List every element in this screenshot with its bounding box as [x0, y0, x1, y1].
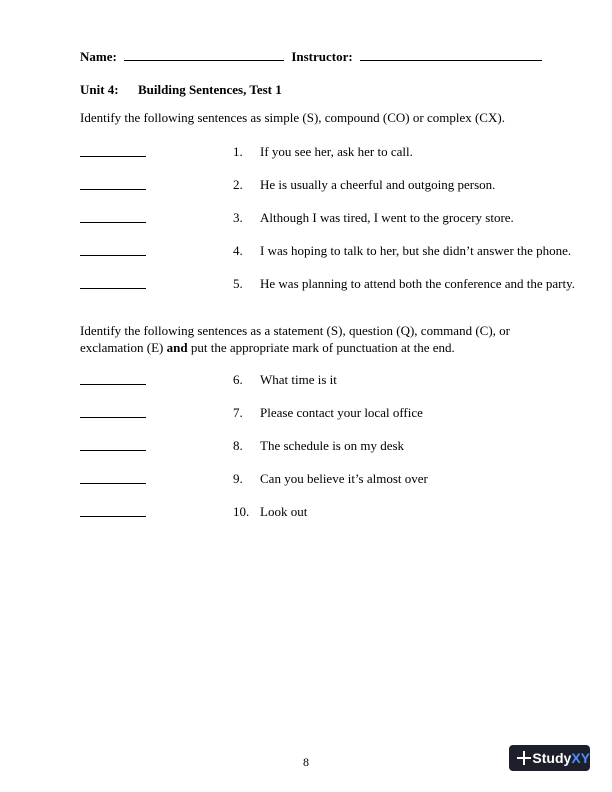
name-label: Name: [80, 49, 117, 64]
item-number: 4. [233, 243, 243, 258]
answer-blank[interactable] [80, 417, 146, 418]
brand-main: Study [532, 750, 572, 766]
plus-icon [517, 751, 527, 765]
item-number: 2. [233, 177, 243, 192]
item-number: 10. [233, 504, 250, 519]
item-number: 9. [233, 471, 243, 486]
instructor-blank[interactable] [360, 49, 542, 61]
item-number: 5. [233, 276, 243, 291]
item-number: 7. [233, 405, 243, 420]
section1-instruction: Identify the following sentences as simple (S), compound (CO) or complex (CX). [80, 110, 505, 125]
section2-instruction-line2 [80, 339, 510, 356]
item-number: 6. [233, 372, 243, 387]
item-number: 8. [233, 438, 243, 453]
brand-accent: XY [571, 750, 590, 766]
answer-blank[interactable] [80, 483, 146, 484]
page-number: 8 [303, 755, 309, 769]
item-text: Look out [260, 504, 308, 519]
item-text: Can you believe it’s almost over [260, 471, 428, 486]
item-text: Although I was tired, I went to the grocery store. [260, 210, 514, 225]
item-text: The schedule is on my desk [260, 438, 405, 453]
section2-instruction-line1: Identify the following sentences as a statement (S), question (Q), command (C), or [80, 323, 510, 338]
item-number: 1. [233, 144, 243, 159]
instructor-label: Instructor: [291, 49, 353, 64]
instruction-text: exclamation (E) [80, 340, 167, 355]
section2-instruction [80, 322, 510, 356]
item-text: He was planning to attend both the conference and the party. [260, 276, 576, 291]
name-blank[interactable] [124, 49, 284, 61]
item-text: I was hoping to talk to her, but she didn’t answer the phone. [260, 243, 572, 258]
item-number: 3. [233, 210, 243, 225]
item-text: What time is it [260, 372, 337, 387]
answer-blank[interactable] [80, 516, 146, 517]
item-text: Please contact your local office [260, 405, 423, 420]
answer-blank[interactable] [80, 288, 146, 289]
instruction-emphasis: and [166, 340, 188, 355]
header-line [80, 49, 542, 65]
studyxy-logo[interactable] [509, 745, 590, 771]
answer-blank[interactable] [80, 189, 146, 190]
item-text: If you see her, ask her to call. [260, 144, 413, 159]
item-text: He is usually a cheerful and outgoing person. [260, 177, 496, 192]
answer-blank[interactable] [80, 255, 146, 256]
unit-label: Unit 4: [80, 82, 119, 97]
unit-title: Building Sentences, Test 1 [138, 82, 282, 97]
answer-blank[interactable] [80, 156, 146, 157]
answer-blank[interactable] [80, 222, 146, 223]
answer-blank[interactable] [80, 384, 146, 385]
answer-blank[interactable] [80, 450, 146, 451]
instruction-text: put the appropriate mark of punctuation at the end. [187, 340, 455, 355]
unit-heading [80, 82, 282, 98]
